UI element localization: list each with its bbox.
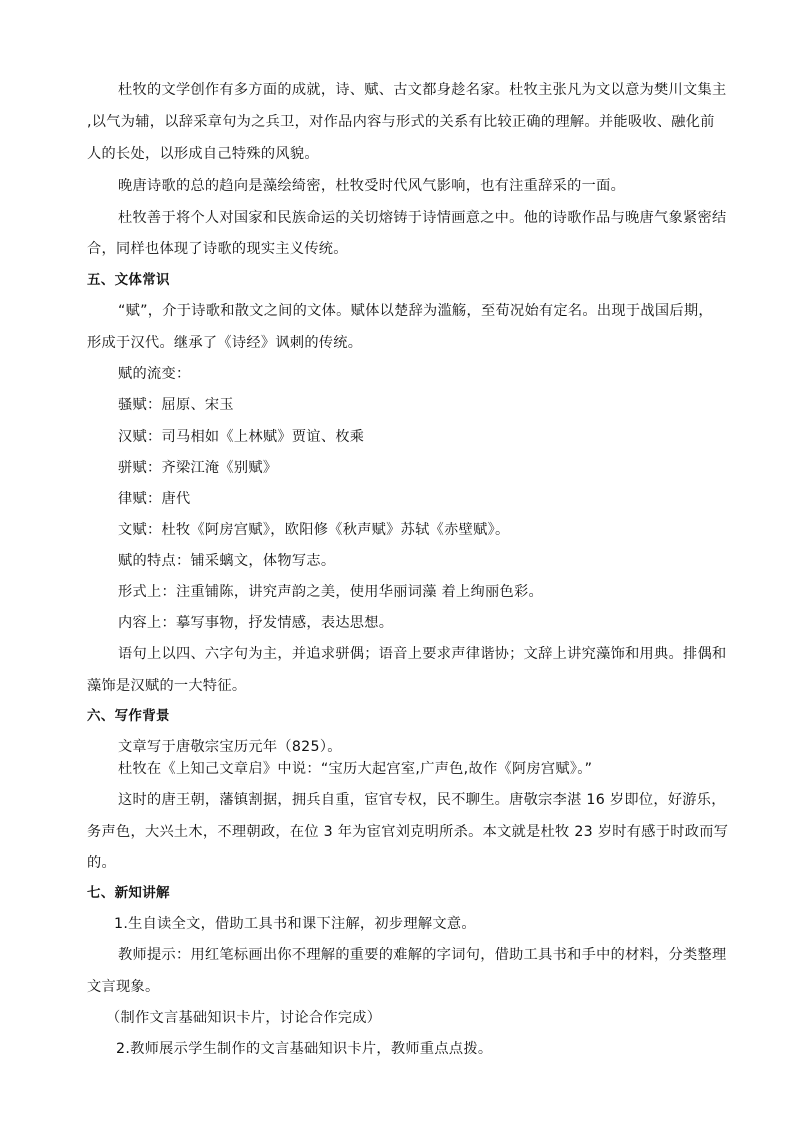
section-heading: 七、新知讲解 <box>87 885 170 901</box>
paragraph-line: 文言现象。 <box>87 979 160 995</box>
paragraph-line: 内容上：摹写事物，抒发情感，表达思想。 <box>118 615 394 631</box>
section-heading: 五、文体常识 <box>87 272 170 288</box>
paragraph-line: 藻饰是汉赋的一大特征。 <box>87 678 247 694</box>
paragraph-line: 语句上以四、六字句为主，并追求骈偶；语音上要求声律谐协；文辞上讲究藻饰和用典。排偶和 <box>118 646 727 662</box>
paragraph-line: 务声色，大兴土木，不理朝政，在位 3 年为宦官刘克明所杀。本文就是杜牧 23 岁时有感于时政而写 <box>87 824 729 840</box>
paragraph-line: 杜牧在《上知己文章启》中说：“宝历大起宫室,广声色,故作《阿房宫赋》。” <box>118 761 593 777</box>
paragraph-line: 1.生自读全文，借助工具书和课下注解，初步理解文意。 <box>114 916 476 932</box>
paragraph-line: 杜牧善于将个人对国家和民族命运的关切熔铸于诗情画意之中。他的诗歌作品与晚唐气象紧密结 <box>118 210 727 226</box>
paragraph-line: 这时的唐王朝，藩镇割据，拥兵自重，宦官专权，民不聊生。唐敬宗李湛 16 岁即位，好游乐， <box>118 792 726 808</box>
paragraph-line: 2.教师展示学生制作的文言基础知识卡片，教师重点点拨。 <box>116 1041 493 1057</box>
paragraph-line: 杜牧的文学创作有多方面的成就，诗、赋、古文都身趁名家。杜牧主张凡为文以意为樊川文集主 <box>118 82 727 98</box>
paragraph-line: （制作文言基础知识卡片，讨论合作完成） <box>106 1010 382 1026</box>
paragraph-line: 形成于汉代。继承了《诗经》讽刺的传统。 <box>87 335 363 351</box>
paragraph-line: 人的长处，以形成自己特殊的风貌。 <box>87 146 319 162</box>
paragraph-line: 骈赋：齐梁江淹《别赋》 <box>118 460 278 476</box>
section-heading: 六、写作背景 <box>87 708 170 724</box>
paragraph-line: 合，同样也体现了诗歌的现实主义传统。 <box>87 241 348 257</box>
paragraph-line: 骚赋：屈原、宋玉 <box>118 397 234 413</box>
paragraph-line: 教师提示：用红笔标画出你不理解的重要的难解的字词句，借助工具书和手中的材料，分类整理 <box>118 947 727 963</box>
paragraph-line: 的。 <box>87 855 116 871</box>
paragraph-line: 律赋：唐代 <box>118 491 191 507</box>
paragraph-line: 形式上：注重铺陈，讲究声韵之美，使用华丽词藻 着上绚丽色彩。 <box>118 584 543 600</box>
paragraph-line: ,以气为辅，以辞采章句为之兵卫，对作品内容与形式的关系有比较正确的理解。并能吸收、融化前 <box>87 114 715 130</box>
paragraph-line: 赋的特点：铺采螭文，体物写志。 <box>118 553 336 569</box>
paragraph-line: “赋”，介于诗歌和散文之间的文体。赋体以楚辞为滥觞，至荀况始有定名。出现于战国后期， <box>118 303 713 319</box>
paragraph-line: 文章写于唐敬宗宝历元年（825）。 <box>118 739 342 755</box>
paragraph-line: 晚唐诗歌的总的趋向是藻绘绮密，杜牧受时代风气影响，也有注重辞采的一面。 <box>118 178 626 194</box>
paragraph-line: 赋的流变： <box>118 366 191 382</box>
paragraph-line: 汉赋：司马相如《上林赋》贾谊、枚乘 <box>118 429 365 445</box>
paragraph-line: 文赋：杜牧《阿房宫赋》，欧阳修《秋声赋》苏轼《赤壁赋》。 <box>118 522 510 538</box>
